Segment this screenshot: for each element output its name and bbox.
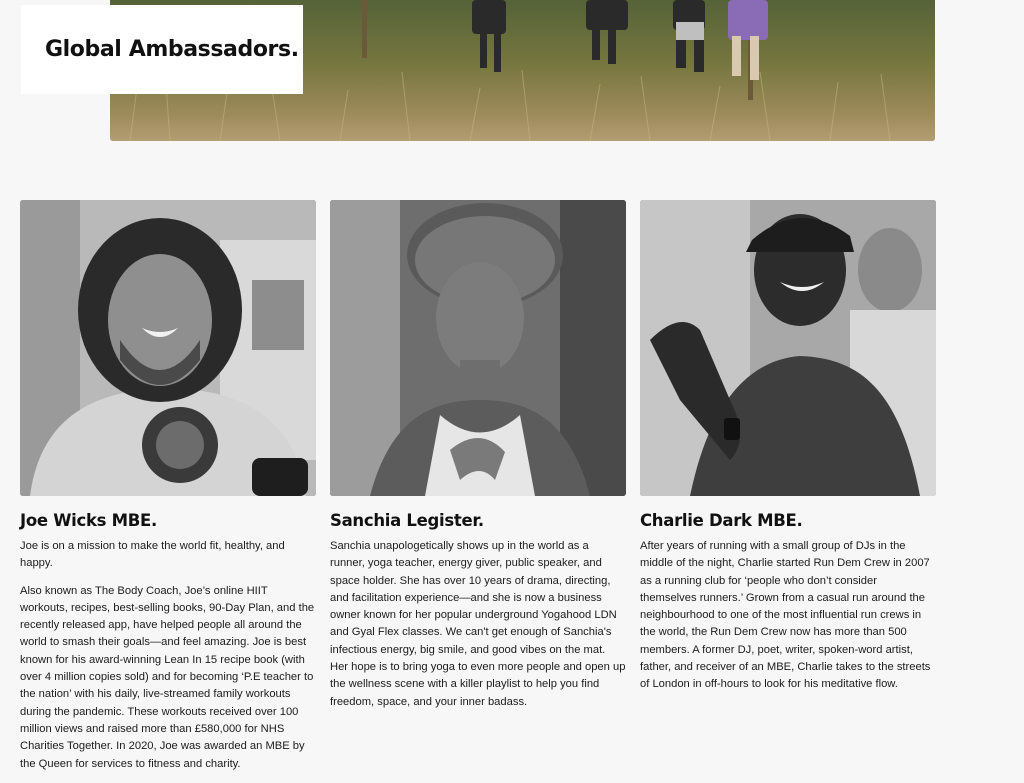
ambassador-name: Joe Wicks MBE. xyxy=(20,511,157,530)
ambassador-name: Charlie Dark MBE. xyxy=(640,511,803,530)
ambassador-photo-sanchia-legister xyxy=(330,200,626,496)
ambassador-bio-paragraph: Sanchia unapologetically shows up in the world as a runner, yoga teacher, energy giver, public speaker, and space holder. She has over 10 years of drama, directing, and facilitation experience—and she is now a business owner known for her popular underground Yogahood LDN and Gyal Flex classes. We can't get enough of Sanchia's infectious energy, big smile, and good vibes on the mat. Her hope is to bring yoga to even more people and open up the wellness scene with a killer playlist to help you find freedom, space, and your inner badass. xyxy=(330,540,626,708)
section-title: Global Ambassadors. xyxy=(45,37,299,62)
ambassador-name: Sanchia Legister. xyxy=(330,511,484,530)
section-title-box xyxy=(21,5,303,94)
ambassador-bio-paragraph: Joe is on a mission to make the world fit, healthy, and happy. xyxy=(20,540,285,570)
ambassador-photo-joe-wicks xyxy=(20,200,316,496)
ambassador-card-sanchia-legister xyxy=(330,200,626,721)
ambassador-card-joe-wicks xyxy=(20,200,316,783)
ambassador-photo-charlie-dark xyxy=(640,200,936,496)
ambassador-bio-paragraph: Also known as The Body Coach, Joe’s online HIIT workouts, recipes, best-selling books, 90-Day Plan, and the recently released app, have helped people all around the world to smash their goals—and feel amazing. Joe is best known for his award-winning Lean In 15 recipe book (with over 4 million copies sold) and for becoming ‘P.E teacher to the nation’ with his daily, live-streamed family workouts during the pandemic. These workouts received over 100 million views and raised more than £580,000 for NHS Charities Together. In 2020, Joe was awarded an MBE by the Queen for services to fitness and charity. xyxy=(20,584,315,770)
ambassador-bio-paragraph: After years of running with a small group of DJs in the middle of the night, Charlie started Run Dem Crew in 2007 as a running club for ‘people who don’t consider themselves runners.’ Grown from a casual run around the neighbourhood to one of the most influential run crews in the world, the Run Dem Crew now has more than 500 members. A former DJ, poet, writer, spoken-word artist, father, and receiver of an MBE, Charlie takes to the streets of London in off-hours to look for his meditative flow. xyxy=(640,540,931,691)
ambassador-card-charlie-dark xyxy=(640,200,936,704)
